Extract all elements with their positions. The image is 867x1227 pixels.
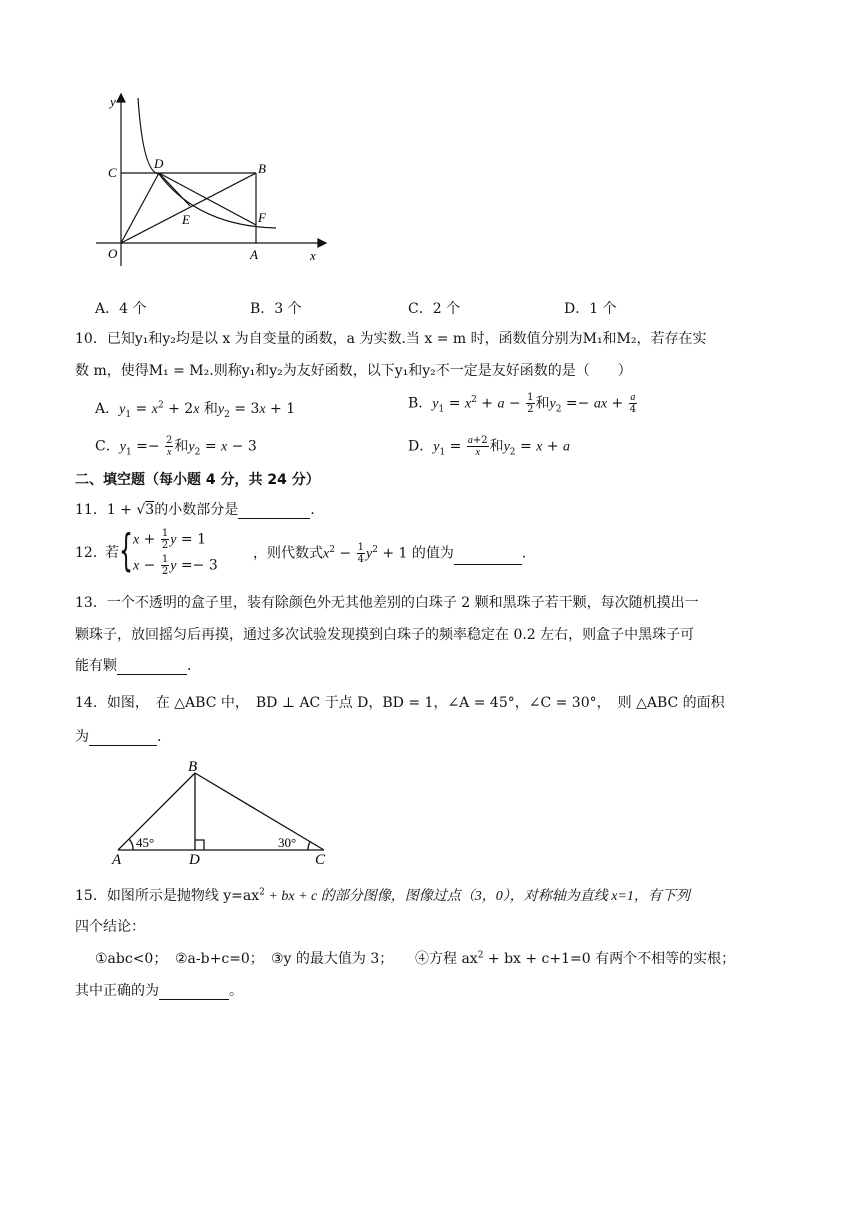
q10-option-a: A．$y_1 = x^2 + 2x$ 和$y_2 = 3x + 1$: [95, 400, 296, 420]
q10-line2: 数 m，使得M₁ = M₂.则称y₁和y₂为友好函数，以下y₁和y₂不一定是友好函数的是（ ）: [75, 363, 632, 379]
q13-line1: 13．一个不透明的盒子里，装有除颜色外无其他差别的白珠子 2 颗和黑珠子若干颗，每次随机摸出一: [75, 595, 699, 611]
segment-OB: [121, 173, 256, 243]
section-fill-in-blank-title: 二、填空题（每小题 4 分，共 24 分）: [75, 472, 320, 488]
q12-answer-blank[interactable]: [454, 550, 522, 565]
q10-option-b: B．$y_1 = x^2 + a$ − $\frac{1}{2}$ 和$y_2$ =− ax + $\frac{a}{4}$: [408, 392, 637, 415]
side-AB: [118, 773, 195, 850]
q13-line3: 能有颗 .: [75, 658, 192, 674]
q14-triangle-figure: [108, 758, 338, 868]
label-O: O: [108, 246, 118, 261]
q9-option-a: A．4 个: [95, 301, 147, 317]
right-angle-mark: [195, 840, 204, 850]
q14-line2: 为 .: [75, 729, 162, 745]
label-A: A: [112, 852, 122, 868]
label-angle-C: 30°: [278, 835, 297, 850]
q11: 11．1 + √3的小数部分是 .: [75, 502, 315, 518]
side-BC: [195, 773, 324, 850]
angle-arc-A: [129, 839, 133, 850]
q13-line2: 颗珠子，放回摇匀后再摸，通过多次试验发现摸到白珠子的频率稳定在 0.2 左右，则盒子中黑珠子可: [75, 627, 695, 643]
label-E: E: [182, 212, 190, 227]
q10-number: 10．: [75, 331, 107, 347]
q9-option-d: D．1 个: [564, 301, 617, 317]
q12-brace: {: [119, 525, 133, 576]
label-angle-A: 45°: [136, 835, 155, 850]
q15-line4: 其中正确的为 。: [75, 983, 243, 999]
label-F: F: [258, 210, 266, 225]
label-y: y: [110, 94, 116, 109]
angle-arc-C: [308, 842, 310, 850]
label-A: A: [250, 247, 258, 262]
label-C: C: [108, 165, 117, 180]
segment-DE: [159, 173, 190, 206]
q10-stem-line1: 已知y₁和y₂均是以 x 为自变量的函数，a 为实数.当 x = m 时，函数值分别为M₁和M₂，若存在实: [106, 331, 707, 347]
label-C: C: [315, 852, 326, 868]
q10-line1: [75, 328, 707, 348]
label-D: D: [189, 852, 200, 868]
q9-option-c: C．2 个: [408, 301, 461, 317]
q15-line1: 15．如图所示是抛物线 $y=ax^2$ + bx + c 的部分图像，图像过点（3，0），对称轴为直线 x=1，有下列: [75, 887, 690, 904]
y-axis-arrow: [117, 94, 125, 102]
q9-option-b: B．3 个: [250, 301, 302, 317]
q9-figure: [88, 88, 328, 268]
label-B: B: [258, 161, 266, 176]
q10-option-d: D．$y_1$ = $\frac{a+2}{x}$ 和$y_2 = x + a$: [408, 435, 571, 458]
q11-answer-blank[interactable]: [238, 504, 310, 519]
label-D: D: [154, 156, 164, 171]
q10-option-c: C．$y_1$ =− $\frac{2}{x}$ 和$y_2 = x - 3$: [95, 435, 257, 458]
q15-line2: 四个结论：: [75, 919, 145, 935]
q13-answer-blank[interactable]: [117, 660, 187, 675]
label-B: B: [188, 759, 198, 775]
q14-answer-blank[interactable]: [89, 731, 157, 746]
label-x: x: [310, 248, 316, 263]
q15-answer-blank[interactable]: [159, 985, 229, 1000]
x-axis-arrow: [318, 239, 326, 247]
q14-line1: 14．如图， 在 △ABC 中， BD ⊥ AC 于点 D，BD = 1，∠A = 45°，∠C = 30°， 则 △ABC 的面积: [75, 695, 725, 711]
